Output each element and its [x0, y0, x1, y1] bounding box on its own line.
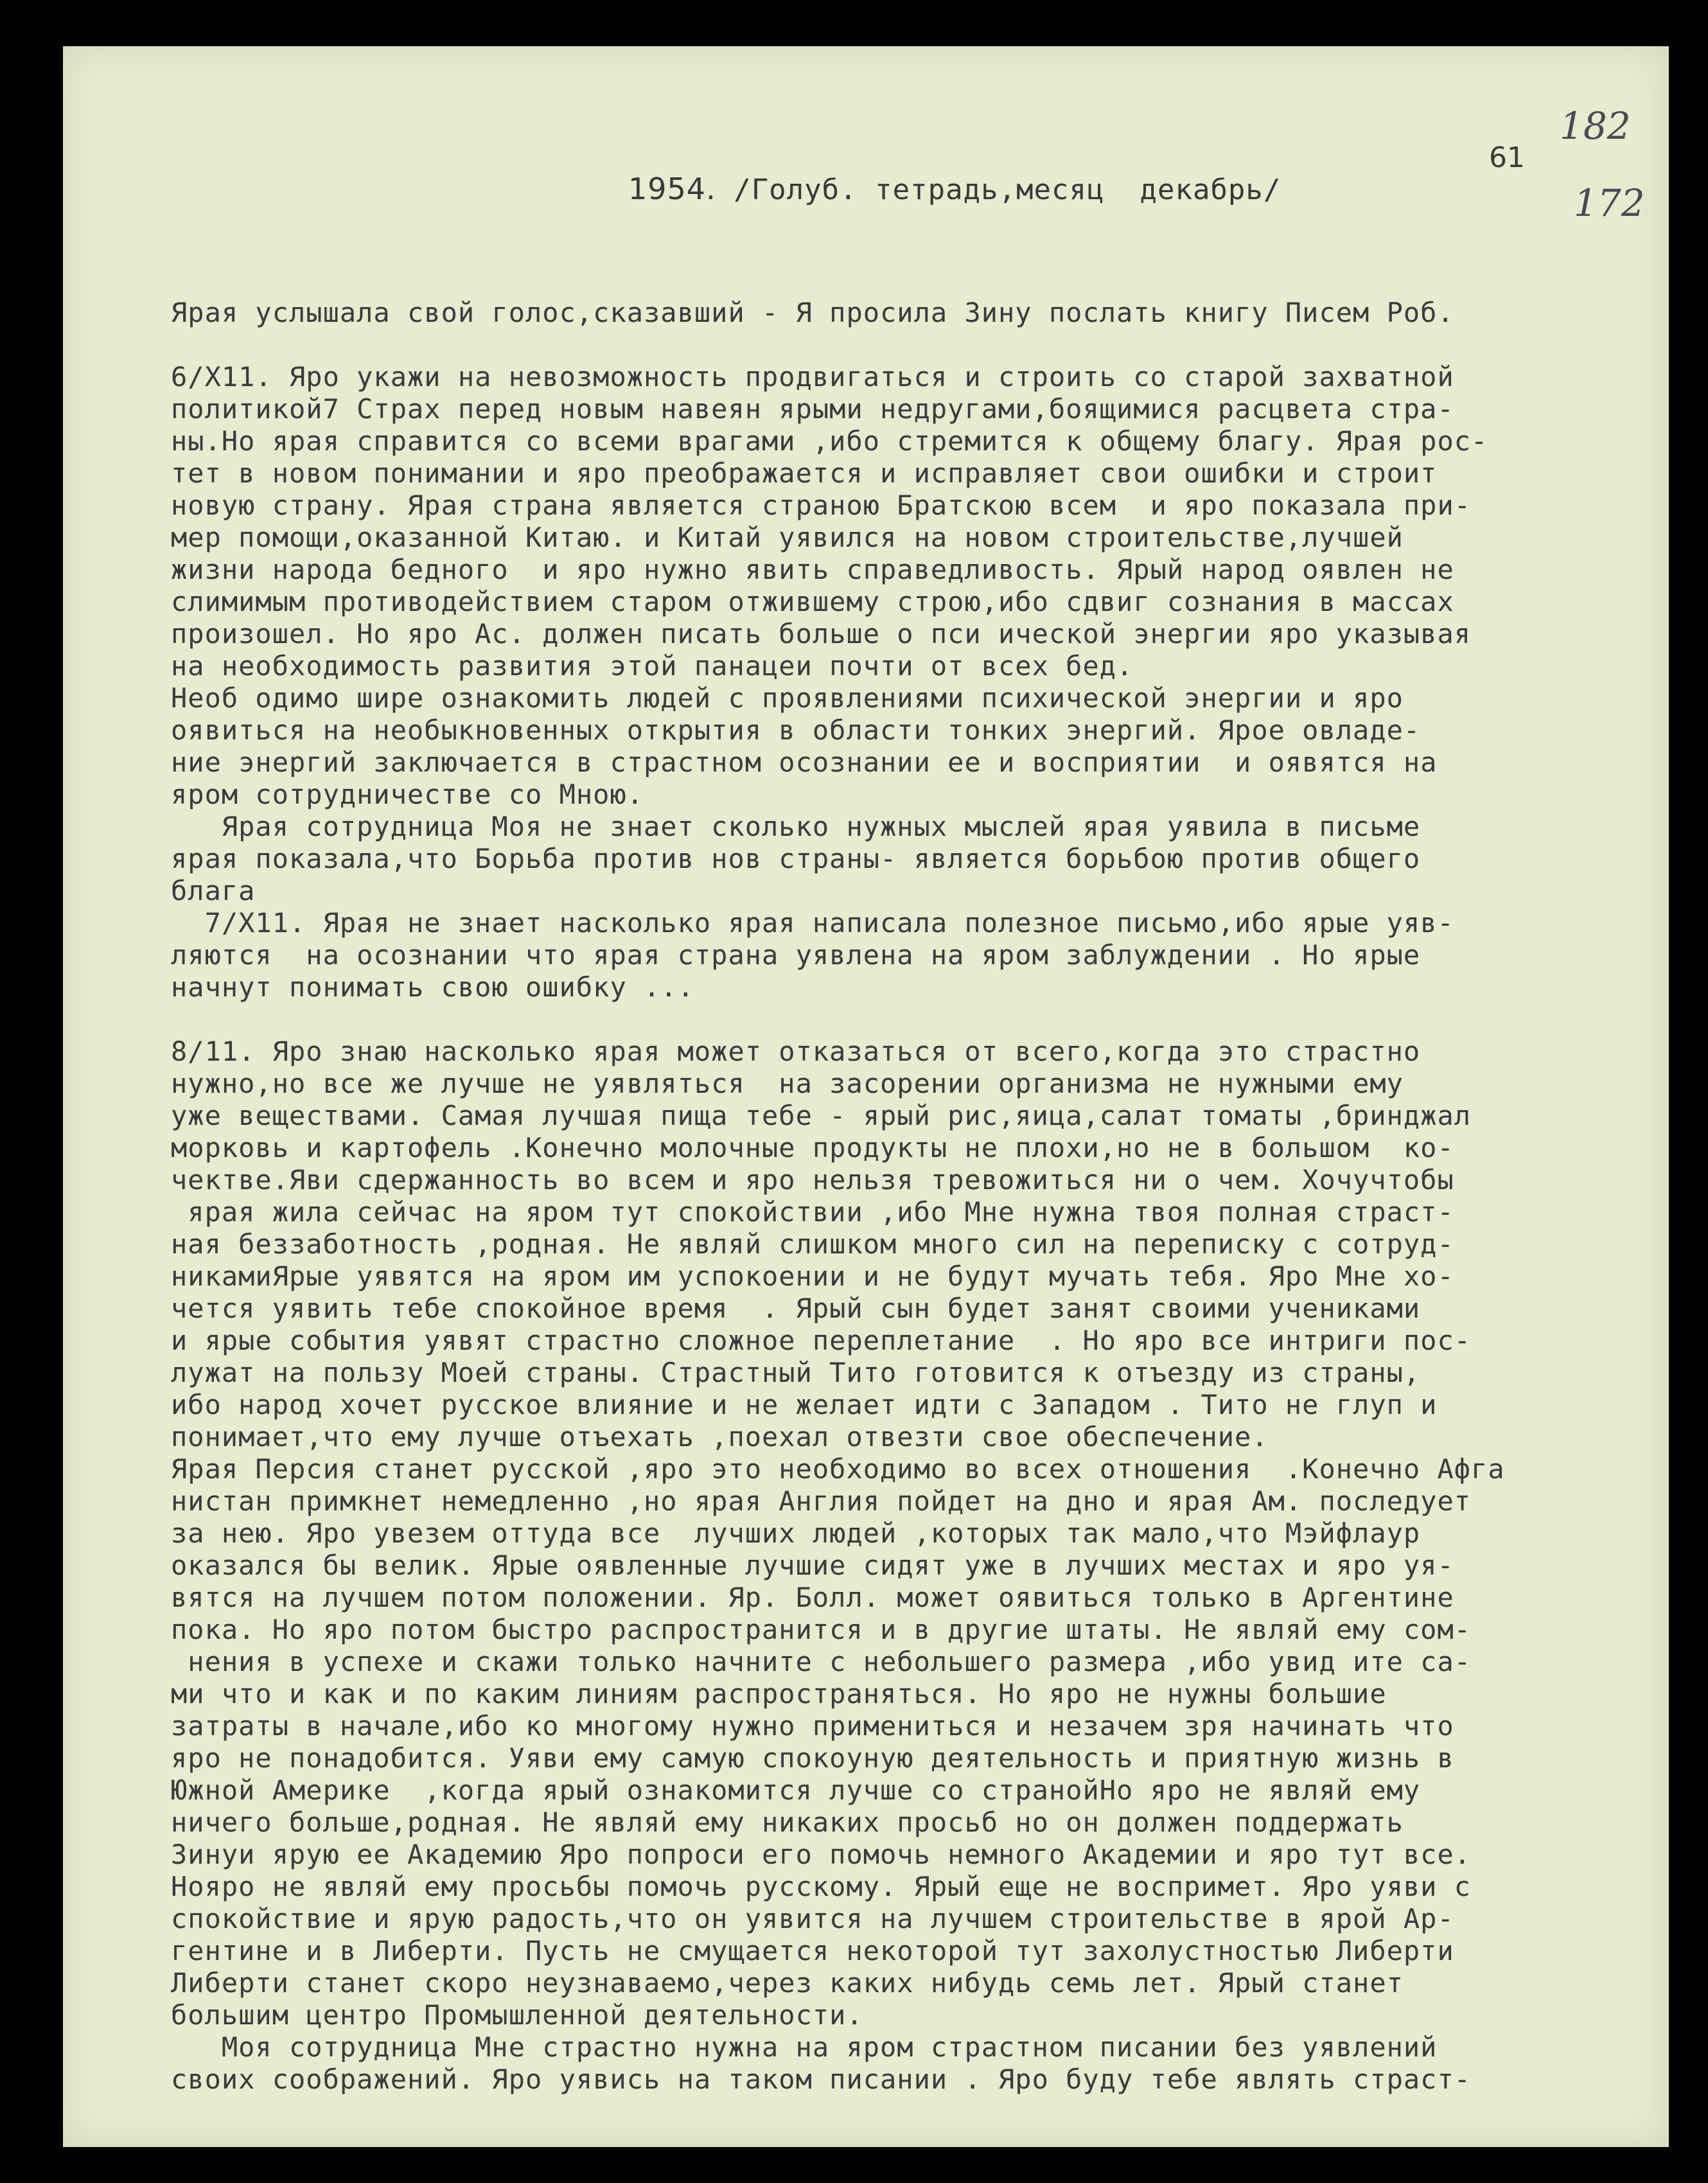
text-line: морковь и картофель .Конечно молочные продукты не плохи,но не в большом ко- — [171, 1132, 1454, 1163]
text-line: Южной Америке ,когда ярый ознакомится лучше со странойНо яро не являй ему — [171, 1774, 1421, 1806]
text-line: жизни народа бедного и яро нужно явить справедливость. Ярый народ оявлен не — [171, 554, 1454, 585]
text-line: ляются на осознании что ярая страна уявлена на яром заблуждении . Но ярые — [171, 939, 1421, 971]
text-line: оявиться на необыкновенных открытия в области тонких энергий. Ярое овладе- — [171, 714, 1421, 746]
text-line: за нею. Яро увезем оттуда все лучших людей ,которых так мало,что Мэйфлаур — [171, 1517, 1421, 1549]
text-line: тет в новом понимании и яро преображается и исправляет свои ошибки и строит — [171, 457, 1438, 489]
text-line: мер помощи,оказанной Китаю. и Китай уявился на новом строительстве,лучшей — [171, 522, 1404, 553]
text-line: своих соображений. Яро уявись на таком писании . Яро буду тебе являть страст- — [171, 2064, 1472, 2095]
text-line: 8/11. Яро знаю насколько ярая может отказаться от всего,когда это страстно — [171, 1036, 1421, 1067]
text-line: нистан примкнет немедленно ,но ярая Англия пойдет на дно и ярая Ам. последует — [171, 1485, 1472, 1517]
text-line: затраты в начале,ибо ко многому нужно примениться и незачем зря начинать что — [171, 1710, 1454, 1742]
text-line: начнут понимать свою ошибку ... — [171, 971, 694, 1003]
text-line — [171, 329, 1505, 361]
header-year: 1954. — [628, 172, 716, 206]
text-line: оказался бы велик. Ярые оявленные лучшие сидят уже в лучших местах и яро уя- — [171, 1550, 1454, 1581]
text-line: ничего больше,родная. Не являй ему никаких просьб но он должен поддержать — [171, 1807, 1404, 1838]
text-line: ярая показала,что Борьба против нов страны- является борьбою против общего — [171, 843, 1421, 874]
text-line: ми что и как и по каким линиям распространяться. Но яро не нужны большие — [171, 1678, 1387, 1710]
text-line: большим центро Промышленной деятельности. — [171, 1999, 863, 2031]
text-line: 7/Х11. Ярая не знает насколько ярая написала полезное письмо,ибо ярые уяв- — [171, 907, 1454, 939]
text-line: чется уявить тебе спокойное время . Ярый сын будет занят своими учениками — [171, 1293, 1421, 1324]
text-line: спокойствие и ярую радость,что он уявится на лучшем строительстве в ярой Ар- — [171, 1903, 1454, 1934]
text-line: Ярая Персия станет русской ,яро это необходимо во всех отношения .Конечно Афга — [171, 1453, 1505, 1485]
text-line: ярая жила сейчас на яром тут спокойствии ,ибо Мне нужна твоя полная страст- — [171, 1196, 1454, 1228]
text-line: Либерти станет скоро неузнаваемо,через каких нибудь семь лет. Ярый станет — [171, 1967, 1404, 1999]
page-number: 61 — [1489, 141, 1525, 174]
archive-number-bottom: 172 — [1574, 181, 1645, 225]
text-line: ибо народ хочет русское влияние и не желает идти с Западом . Тито не глуп и — [171, 1389, 1438, 1420]
text-line — [171, 1003, 1505, 1036]
text-line: никамиЯрые уявятся на яром им успокоении и не будут мучать тебя. Яро Мне хо- — [171, 1260, 1454, 1292]
typed-body-text — [171, 297, 1505, 2096]
text-line: Моя сотрудница Мне страстно нужна на яром страстном писании без уявлений — [171, 2031, 1438, 2063]
text-line: нужно,но все же лучше не уявляться на засорении организма не нужными ему — [171, 1068, 1404, 1099]
text-line: слимимым противодействием старом отжившему строю,ибо сдвиг сознания в массах — [171, 586, 1454, 617]
text-line: Ноярo не являй ему просьбы помочь русскому. Ярый еще не воспримет. Яро уяви с — [171, 1871, 1472, 1902]
header-title: /Голуб. тетрадь,месяц декабрь/ — [734, 173, 1281, 206]
text-line: произошел. Но яро Ас. должен писать больше о пси ической энергии яро указывая — [171, 618, 1472, 650]
text-line: ны.Но ярая справится со всеми врагами ,ибо стремится к общему благу. Ярая рос- — [171, 425, 1488, 457]
text-line: яро не понадобится. Уяви ему самую спокоуную деятельность и приятную жизнь в — [171, 1742, 1454, 1774]
text-line: уже веществами. Самая лучшая пища тебе - ярый рис,яица,салат томаты ,бринджал — [171, 1100, 1472, 1131]
text-line: вятся на лучшем потом положении. Яр. Болл. может оявиться только в Аргентине — [171, 1582, 1454, 1613]
document-page — [63, 46, 1669, 2147]
text-line: яром сотрудничестве со Мною. — [171, 779, 644, 810]
archive-number-top: 182 — [1560, 104, 1631, 148]
text-line: на необходимость развития этой панацеи почти от всех бед. — [171, 650, 1134, 682]
text-line: Ярая услышала свой голос,сказавший - Я просила Зину послать книгу Писем Роб. — [171, 297, 1454, 328]
text-line: политикой7 Страх перед новым навеян ярыми недругами,боящимися расцвета стра- — [171, 393, 1454, 425]
text-line: Зинуи ярую ее Академию Яро попроси его помочь немного Академии и яро тут все. — [171, 1839, 1472, 1870]
text-line: блага — [171, 875, 256, 906]
text-line: Необ одимо шире ознакомить людей с проявлениями психической энергии и яро — [171, 682, 1404, 714]
text-line: понимает,что ему лучше отъехать ,поехал отвезти свое обеспечение. — [171, 1421, 1269, 1453]
text-line: лужат на пользу Моей страны. Страстный Тито готовится к отъезду из страны, — [171, 1357, 1421, 1388]
text-line: Ярая сотрудница Моя не знает сколько нужных мыслей ярая уявила в письме — [171, 811, 1421, 842]
text-line: 6/Х11. Яро укажи на невозможность продвигаться и строить со старой захватной — [171, 361, 1454, 393]
text-line: ние энергий заключается в страстном осознании ее и восприятии и оявятся на — [171, 747, 1438, 778]
text-line: нения в успехе и скажи только начните с небольшего размера ,ибо увид ите са- — [171, 1646, 1472, 1677]
text-line: новую страну. Ярая страна является страною Братскою всем и яро показала при- — [171, 490, 1472, 521]
text-line: и ярые события уявят страстно сложное переплетание . Но яро все интриги пос- — [171, 1325, 1472, 1356]
text-line: ная беззаботность ,родная. Не являй слишком много сил на переписку с сотруд- — [171, 1228, 1454, 1260]
document-header — [628, 172, 1281, 206]
text-line: гентине и в Либерти. Пусть не смущается некоторой тут захолустностью Либерти — [171, 1935, 1454, 1966]
text-line: чектве.Яви сдержанность во всем и яро нельзя тревожиться ни о чем. Хочучтобы — [171, 1164, 1454, 1196]
text-line: пока. Но яро потом быстро распространится и в другие штаты. Не являй ему сом- — [171, 1614, 1472, 1645]
